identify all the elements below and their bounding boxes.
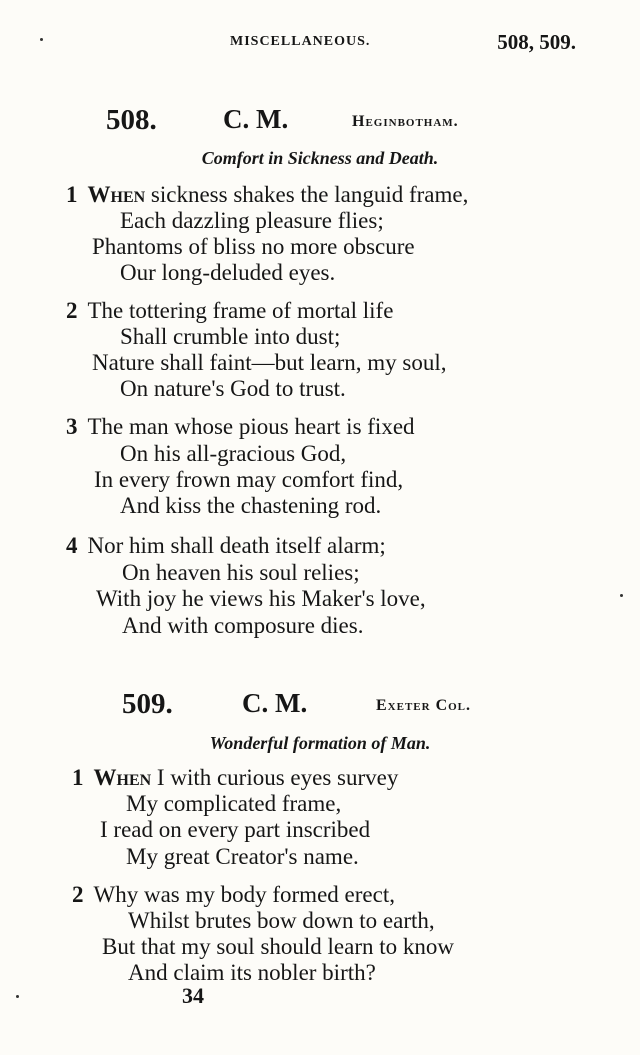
hymn-number: 508. [106, 104, 157, 136]
running-head [0, 30, 640, 54]
hymn-title: Wonderful formation of Man. [209, 733, 431, 753]
verse-line-text: I with curious eyes survey [151, 765, 399, 790]
verse-first-word: When [87, 182, 146, 207]
hymn-header-509 [0, 688, 640, 722]
print-speck [620, 594, 623, 597]
running-head-section: MISCELLANEOUS. [230, 34, 371, 49]
verse-line [72, 765, 398, 791]
verse-line: On his all-gracious God, [120, 441, 347, 466]
hymn-tune: Heginbotham. [352, 113, 459, 130]
verse-line: With joy he views his Maker's love, [96, 586, 426, 611]
verse-line-text: Nor him shall death itself alarm; [87, 533, 386, 558]
verse-number: 2 [66, 298, 78, 323]
verse-line [66, 182, 468, 208]
verse-line-text: Why was my body formed erect, [93, 882, 395, 907]
verse-number: 3 [66, 414, 78, 439]
verse-line-text: sickness shakes the languid frame, [145, 182, 469, 207]
verse-line: Whilst brutes bow down to earth, [128, 908, 435, 933]
verse-line: Phantoms of bliss no more obscure [92, 234, 415, 259]
hymn-header-508 [0, 104, 640, 138]
verse-line: In every frown may comfort find, [94, 467, 404, 492]
hymn-number: 509. [122, 688, 173, 720]
print-speck [40, 38, 43, 41]
verse-line [66, 533, 386, 559]
verse-number: 4 [66, 533, 78, 558]
hymn-title: Comfort in Sickness and Death. [201, 148, 439, 168]
verse-number: 1 [72, 765, 84, 790]
verse-line-text: The tottering frame of mortal life [87, 298, 394, 323]
verse-number: 2 [72, 882, 84, 907]
verse-line: Our long-deluded eyes. [120, 260, 336, 285]
verse-line: Each dazzling pleasure flies; [120, 208, 384, 233]
verse-line: Nature shall faint—but learn, my soul, [92, 350, 447, 375]
verse-line [72, 882, 395, 908]
verse-line: And with composure dies. [122, 613, 364, 638]
page-folio: 34 [182, 983, 204, 1008]
verse-line: And claim its nobler birth? [128, 960, 376, 985]
verse-line: My complicated frame, [126, 791, 342, 816]
hymn-meter: C. M. [242, 688, 308, 718]
verse-line: My great Creator's name. [126, 844, 359, 869]
hymn-tune: Exeter Col. [376, 697, 472, 714]
verse-line: Shall crumble into dust; [120, 324, 341, 349]
verse-line [66, 298, 393, 324]
print-speck [16, 995, 19, 998]
running-head-pages: 508, 509. [497, 30, 576, 54]
verse-line: On nature's God to trust. [120, 376, 346, 401]
verse-line [66, 414, 415, 440]
verse-line: And kiss the chastening rod. [120, 493, 382, 518]
hymn-meter: C. M. [223, 104, 289, 134]
verse-line-text: The man whose pious heart is fixed [87, 414, 415, 439]
verse-line: I read on every part inscribed [100, 817, 371, 842]
verse-line: But that my soul should learn to know [102, 934, 455, 959]
verse-line: On heaven his soul relies; [122, 560, 360, 585]
verse-number: 1 [66, 182, 78, 207]
verse-first-word: When [93, 765, 152, 790]
